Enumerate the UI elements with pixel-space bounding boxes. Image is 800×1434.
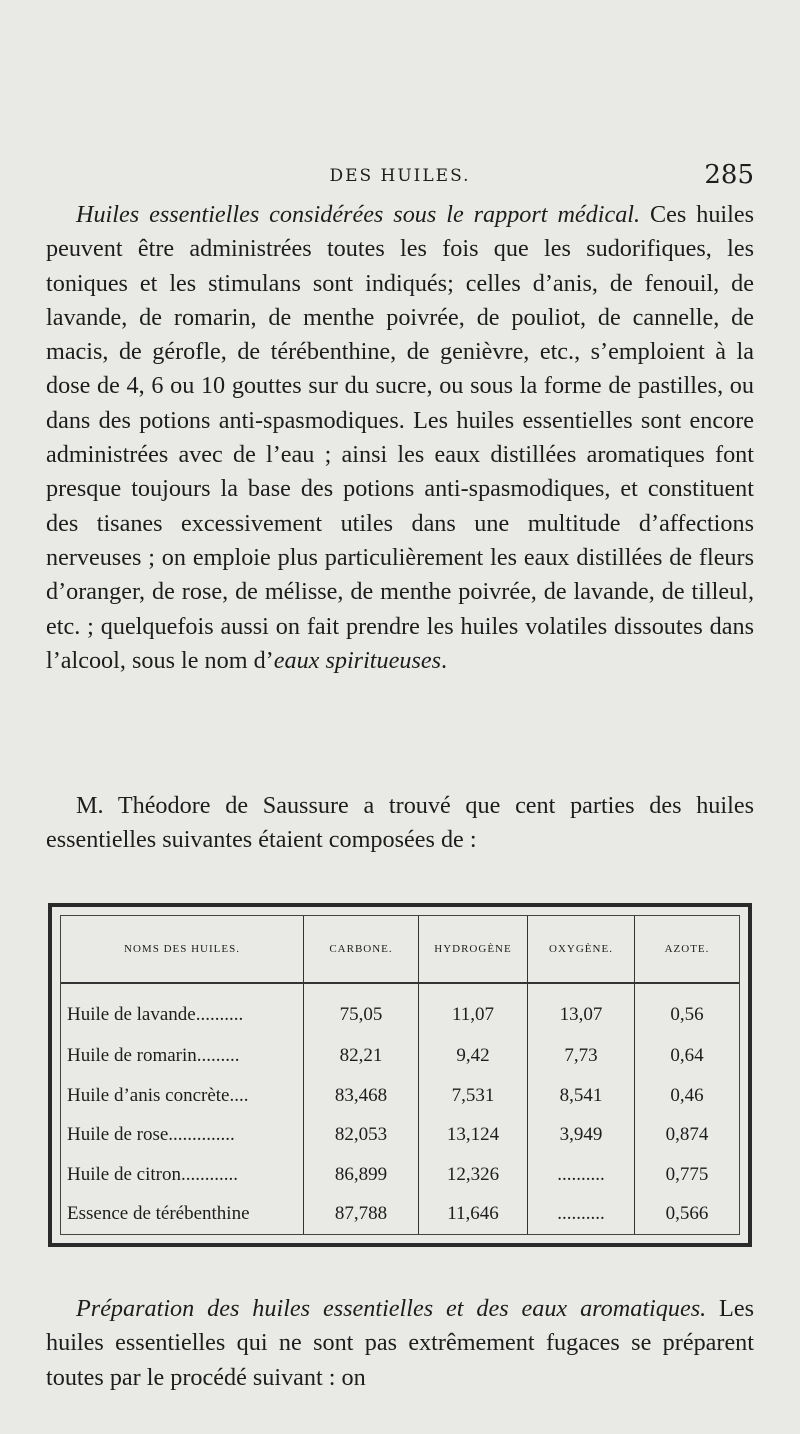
oil-name: Huile de lavande..........: [61, 983, 304, 1037]
oxygen-value: ..........: [528, 1194, 635, 1234]
carbon-value: 86,899: [304, 1155, 419, 1194]
table-row: [61, 1076, 739, 1115]
oxygen-value: ..........: [528, 1155, 635, 1194]
carbon-value: 82,21: [304, 1037, 419, 1076]
hydrogen-value: 7,531: [419, 1076, 528, 1115]
oil-name: Huile de citron............: [61, 1155, 304, 1194]
carbon-value: 83,468: [304, 1076, 419, 1115]
composition-table-frame: [48, 903, 752, 1247]
nitrogen-value: 0,64: [670, 1045, 704, 1067]
running-head: [46, 160, 754, 190]
nitrogen-value: 0,56: [670, 1004, 704, 1026]
hydrogen-value: 13,124: [419, 1115, 528, 1154]
table-row: [61, 1155, 739, 1194]
nitrogen-value: 0,775: [665, 1163, 709, 1185]
table-row: [61, 1037, 739, 1076]
hydrogen-value: 9,42: [419, 1037, 528, 1076]
hydrogen-value: 11,646: [419, 1194, 528, 1234]
paragraph-preparation: [46, 1292, 754, 1395]
header-oxygen: OXYGÈNE.: [528, 916, 635, 983]
carbon-value: 75,05: [304, 983, 419, 1037]
carbon-value: 82,053: [304, 1115, 419, 1154]
nitrogen-value: 0,566: [665, 1203, 709, 1225]
header-nitrogen: AZOTE.: [635, 916, 740, 983]
paragraph-medical-use: [46, 198, 754, 678]
oil-name: Essence de térébenthine: [61, 1194, 304, 1234]
table-row: [61, 983, 739, 1037]
table-row: [61, 1115, 739, 1154]
paragraph-body: Les huiles essentielles qui ne sont pas extrêmement fugaces se préparent toutes par le procédé suivant : on: [46, 1295, 754, 1391]
paragraph-body: M. Théodore de Saussure a trouvé que cent parties des huiles essentielles suivantes étaient composées de :: [46, 792, 754, 854]
paragraph-end: .: [441, 646, 448, 674]
oil-name: Huile de rose..............: [61, 1115, 304, 1154]
nitrogen-value: 0,46: [670, 1084, 704, 1106]
section-heading-preparation: Préparation des huiles essentielles et des eaux aromatiques.: [76, 1295, 707, 1322]
paragraph-saussure: [46, 789, 754, 858]
italic-term: eaux spiritueuses: [273, 646, 442, 674]
nitrogen-value: 0,874: [665, 1124, 709, 1146]
hydrogen-value: 11,07: [419, 983, 528, 1037]
oxygen-value: 13,07: [528, 983, 635, 1037]
table-header-row: [61, 916, 739, 983]
header-hydrogen: HYDROGÈNE: [419, 916, 528, 983]
section-heading-medical: Huiles essentielles considérées sous le rapport médical.: [76, 201, 641, 228]
oxygen-value: 8,541: [528, 1076, 635, 1115]
oil-name: Huile de romarin.........: [61, 1037, 304, 1076]
oxygen-value: 7,73: [528, 1037, 635, 1076]
composition-table: [61, 916, 739, 1234]
header-oil-names: NOMS DES HUILES.: [61, 916, 304, 983]
oxygen-value: 3,949: [528, 1115, 635, 1154]
oil-name: Huile d’anis concrète....: [61, 1076, 304, 1115]
page-number: 285: [704, 160, 754, 190]
running-title: DES HUILES.: [329, 166, 471, 186]
paragraph-body: Ces huiles peuvent être administrées toutes les fois que les sudorifiques, les toniques et les stimulans sont indiqués; celles d’anis, de fenouil, de lavande, de romarin, de menthe poivrée, de pouliot, de cannelle, de macis, de gérofle, de térébenthine, de genièvre, etc., s’emploient à la dose de 4, 6 ou 10 gouttes sur du sucre, ou sous la forme de pastilles, ou dans des potions anti-spasmodiques. Les huiles essentielles sont encore administrées avec de l’eau ; ainsi les eaux distillées aromatiques font presque toujours la base des potions anti-spasmodiques, et constituent des tisanes excessivement utiles dans une multitude d’affections nerveuses ; on emploie plus particulièrement les eaux distillées de fleurs d’oranger, de rose, de mélisse, de menthe poivrée, de lavande, de tilleul, etc. ; quelquefois aussi on fait prendre les huiles volatiles dissoutes dans l’alcool, sous le nom d’: [46, 201, 754, 674]
carbon-value: 87,788: [304, 1194, 419, 1234]
composition-table-inner: [60, 915, 740, 1235]
hydrogen-value: 12,326: [419, 1155, 528, 1194]
table-row: [61, 1194, 739, 1234]
header-carbon: CARBONE.: [304, 916, 419, 983]
